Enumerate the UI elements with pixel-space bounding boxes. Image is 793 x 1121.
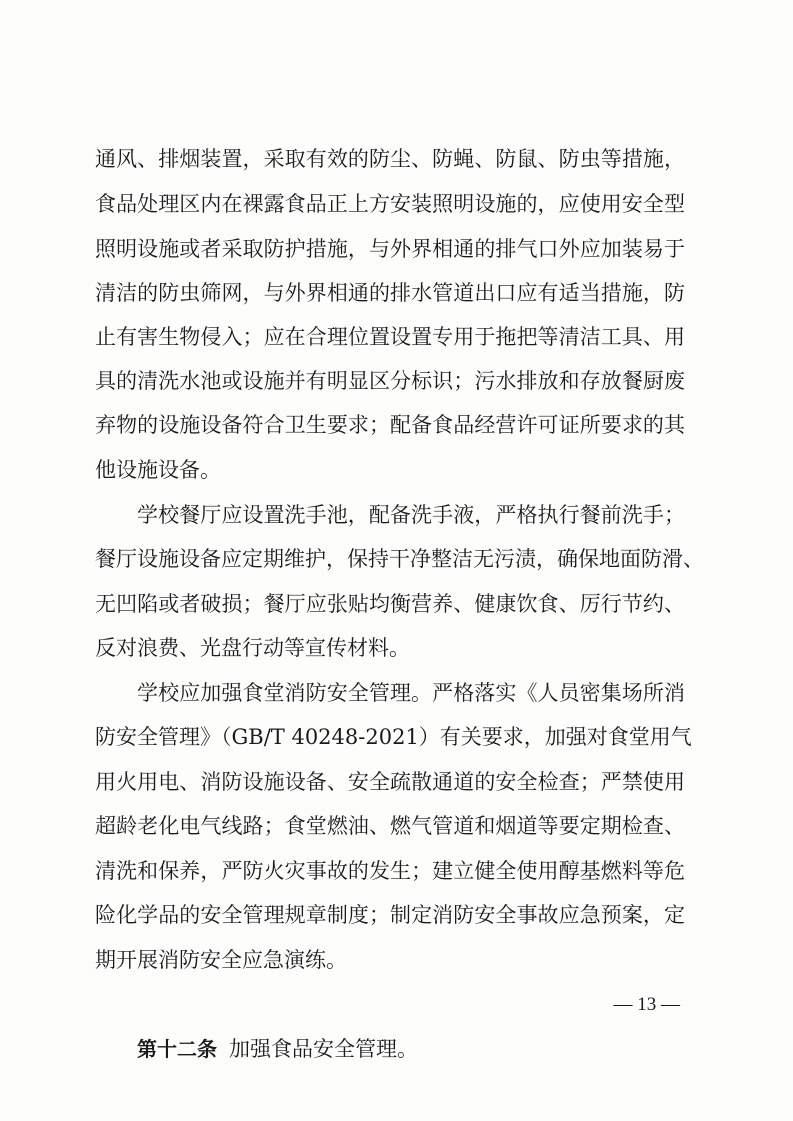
- page-number: — 13 —: [613, 994, 680, 1015]
- paragraph-line: 清洁的防虫筛网，与外界相通的排水管道出口应有适当措施，防: [95, 281, 685, 305]
- paragraph-line: 学校应加强食堂消防安全管理。严格落实《人员密集场所消: [137, 681, 685, 705]
- paragraph-line: 他设施设备。: [95, 458, 221, 482]
- paragraph-line: 反对浪费、光盘行动等宣传材料。: [95, 636, 410, 660]
- paragraph-line: 照明设施或者采取防护措施，与外界相通的排气口外应加装易于: [95, 237, 685, 261]
- paragraph-line: 防安全管理》（GB/T 40248-2021）有关要求，加强对食堂用气: [95, 725, 692, 749]
- paragraph-line: 餐厅设施设备应定期维护，保持干净整洁无污渍，确保地面防滑、: [95, 547, 704, 571]
- paragraph-line: 学校餐厅应设置洗手池，配备洗手液，严格执行餐前洗手；: [137, 503, 685, 527]
- paragraph-line: 通风、排烟装置，采取有效的防尘、防蝇、防鼠、防虫等措施，: [95, 147, 685, 171]
- article-title: 加强食品安全管理。: [229, 1037, 418, 1061]
- paragraph-line: 止有害生物侵入；应在合理位置设置专用于拖把等清洁工具、用: [95, 325, 685, 349]
- paragraph-line: 具的清洗水池或设施并有明显区分标识；污水排放和存放餐厨废: [95, 369, 685, 393]
- paragraph-line: 无凹陷或者破损；餐厅应张贴均衡营养、健康饮食、厉行节约、: [95, 592, 685, 616]
- paragraph-line: 险化学品的安全管理规章制度；制定消防安全事故应急预案，定: [95, 903, 685, 927]
- paragraph-line: 食品处理区内在裸露食品正上方安装照明设施的，应使用安全型: [95, 192, 685, 216]
- paragraph-line: 清洗和保养，严防火灾事故的发生；建立健全使用醇基燃料等危: [95, 859, 685, 883]
- paragraph-line: 弃物的设施设备符合卫生要求；配备食品经营许可证所要求的其: [95, 413, 685, 437]
- paragraph-line: 期开展消防安全应急演练。: [95, 948, 347, 972]
- article-number: 第十二条: [137, 1037, 217, 1061]
- paragraph-line: 超龄老化电气线路；食堂燃油、燃气管道和烟道等要定期检查、: [95, 814, 685, 838]
- paragraph-line: 用火用电、消防设施设备、安全疏散通道的安全检查；严禁使用: [95, 770, 685, 794]
- article-heading: [137, 1034, 685, 1064]
